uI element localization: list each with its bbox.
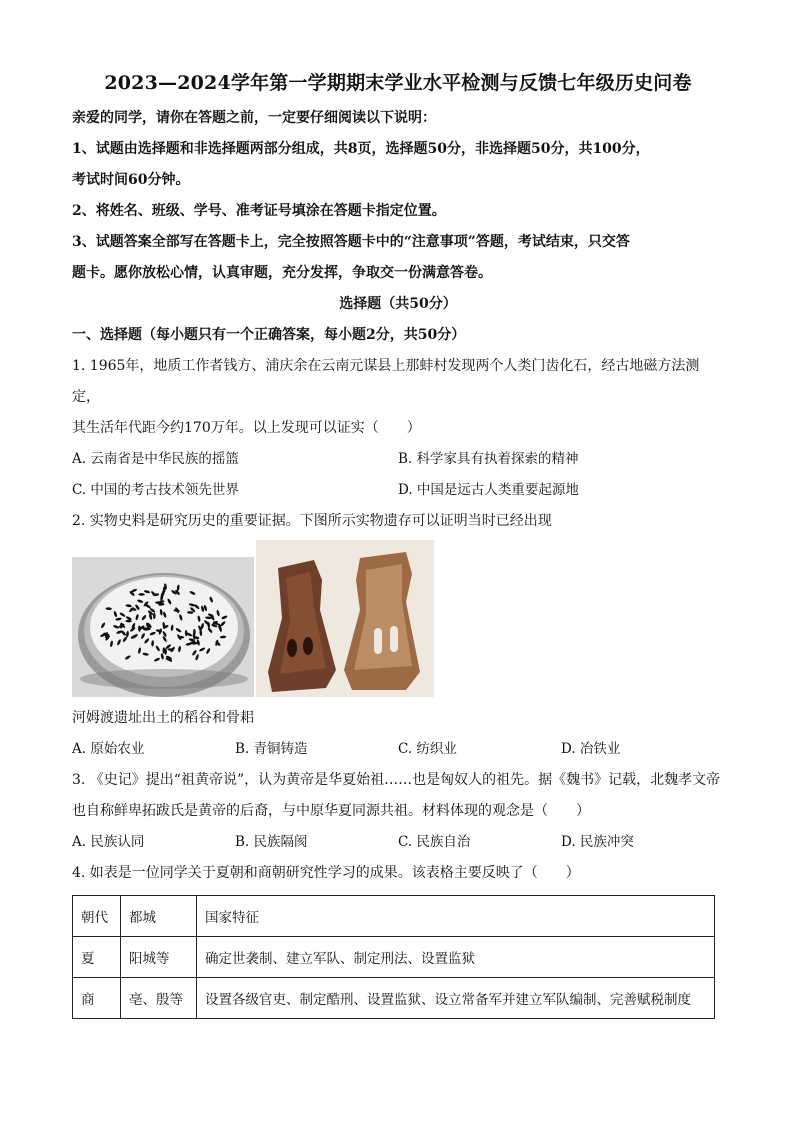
table-header-features: 国家特征	[197, 896, 715, 937]
intro-rule-2: 2、将姓名、班级、学号、准考证号填涂在答题卡指定位置。	[72, 203, 446, 219]
q1-option-d: D. 中国是远古人类重要起源地	[398, 482, 579, 498]
q2-options	[72, 734, 724, 765]
q3-stem-line1: 3. 《史记》提出“祖黄帝说”，认为黄帝是华夏始祖……也是匈奴人的祖先。据《魏书》记载，北魏孝文帝	[72, 772, 721, 788]
q2-option-a: A. 原始农业	[72, 741, 145, 757]
table-cell-capital: 阳城等	[121, 937, 197, 978]
q2-option-d: D. 冶铁业	[561, 741, 621, 757]
table-cell-capital: 亳、殷等	[121, 978, 197, 1019]
q2-figures	[72, 547, 724, 697]
bone-spade-image	[256, 540, 434, 697]
q4-table	[72, 895, 715, 1019]
bone-spade-illustration	[256, 540, 434, 697]
q3-option-c: C. 民族自治	[398, 834, 471, 850]
exam-title: 2023—2024学年第一学期期末学业水平检测与反馈七年级历史问卷	[104, 72, 692, 94]
table-header-dynasty: 朝代	[73, 896, 121, 937]
table-row	[73, 896, 715, 937]
q1-options-row1	[72, 444, 724, 475]
exam-page	[72, 68, 724, 1019]
intro-greeting: 亲爱的同学，请你在答题之前，一定要仔细阅读以下说明：	[72, 110, 436, 126]
rice-dish-illustration	[72, 557, 254, 697]
q1-option-c: C. 中国的考古技术领先世界	[72, 482, 239, 498]
intro-rule-1a: 1、试题由选择题和非选择题两部分组成，共8页，选择题50分，非选择题50分，共100分，	[72, 141, 650, 157]
intro-rule-3b: 题卡。愿你放松心情，认真审题，充分发挥，争取交一份满意答卷。	[72, 265, 492, 281]
q4-stem: 4. 如表是一位同学关于夏朝和商朝研究性学习的成果。该表格主要反映了（ ）	[72, 865, 580, 881]
q3-stem-line2: 也自称鲜卑拓跋氏是黄帝的后裔，与中原华夏同源共祖。材料体现的观念是（ ）	[72, 803, 590, 819]
q1-options-row2	[72, 475, 724, 506]
q2-option-c: C. 纺织业	[398, 741, 457, 757]
part-title: 一、选择题（每小题只有一个正确答案，每小题2分，共50分）	[72, 327, 466, 343]
intro-rule-3a: 3、试题答案全部写在答题卡上，完全按照答题卡中的“注意事项”答题，考试结束，只交答	[72, 234, 630, 250]
q1-stem-line2: 其生活年代距今约170万年。以上发现可以证实（ ）	[72, 420, 421, 436]
q1-option-b: B. 科学家具有执着探索的精神	[398, 451, 579, 467]
q2-option-b: B. 青铜铸造	[235, 741, 308, 757]
intro-rule-1b: 考试时间60分钟。	[72, 172, 190, 188]
section-title: 选择题（共50分）	[339, 296, 457, 312]
q1-option-a: A. 云南省是中华民族的摇篮	[72, 451, 239, 467]
table-row	[73, 937, 715, 978]
rice-grains-image	[72, 557, 254, 697]
table-header-capital: 都城	[121, 896, 197, 937]
rice-grain	[153, 613, 156, 619]
table-cell-dynasty: 夏	[73, 937, 121, 978]
q2-stem: 2. 实物史料是研究历史的重要证据。下图所示实物遗存可以证明当时已经出现	[72, 513, 552, 529]
table-cell-features: 设置各级官吏、制定酷刑、设置监狱、设立常备军并建立军队编制、完善赋税制度	[197, 978, 715, 1019]
table-cell-dynasty: 商	[73, 978, 121, 1019]
q3-option-b: B. 民族隔阂	[235, 834, 308, 850]
q3-options	[72, 827, 724, 858]
table-row	[73, 978, 715, 1019]
q3-option-a: A. 民族认同	[72, 834, 145, 850]
q2-caption: 河姆渡遗址出土的稻谷和骨耜	[72, 710, 254, 726]
q3-option-d: D. 民族冲突	[561, 834, 634, 850]
q1-stem-line1: 1. 1965年，地质工作者钱方、浦庆余在云南元谋县上那蚌村发现两个人类门齿化石，经古地磁方法测定，	[72, 358, 700, 405]
table-cell-features: 确定世袭制、建立军队、制定刑法、设置监狱	[197, 937, 715, 978]
